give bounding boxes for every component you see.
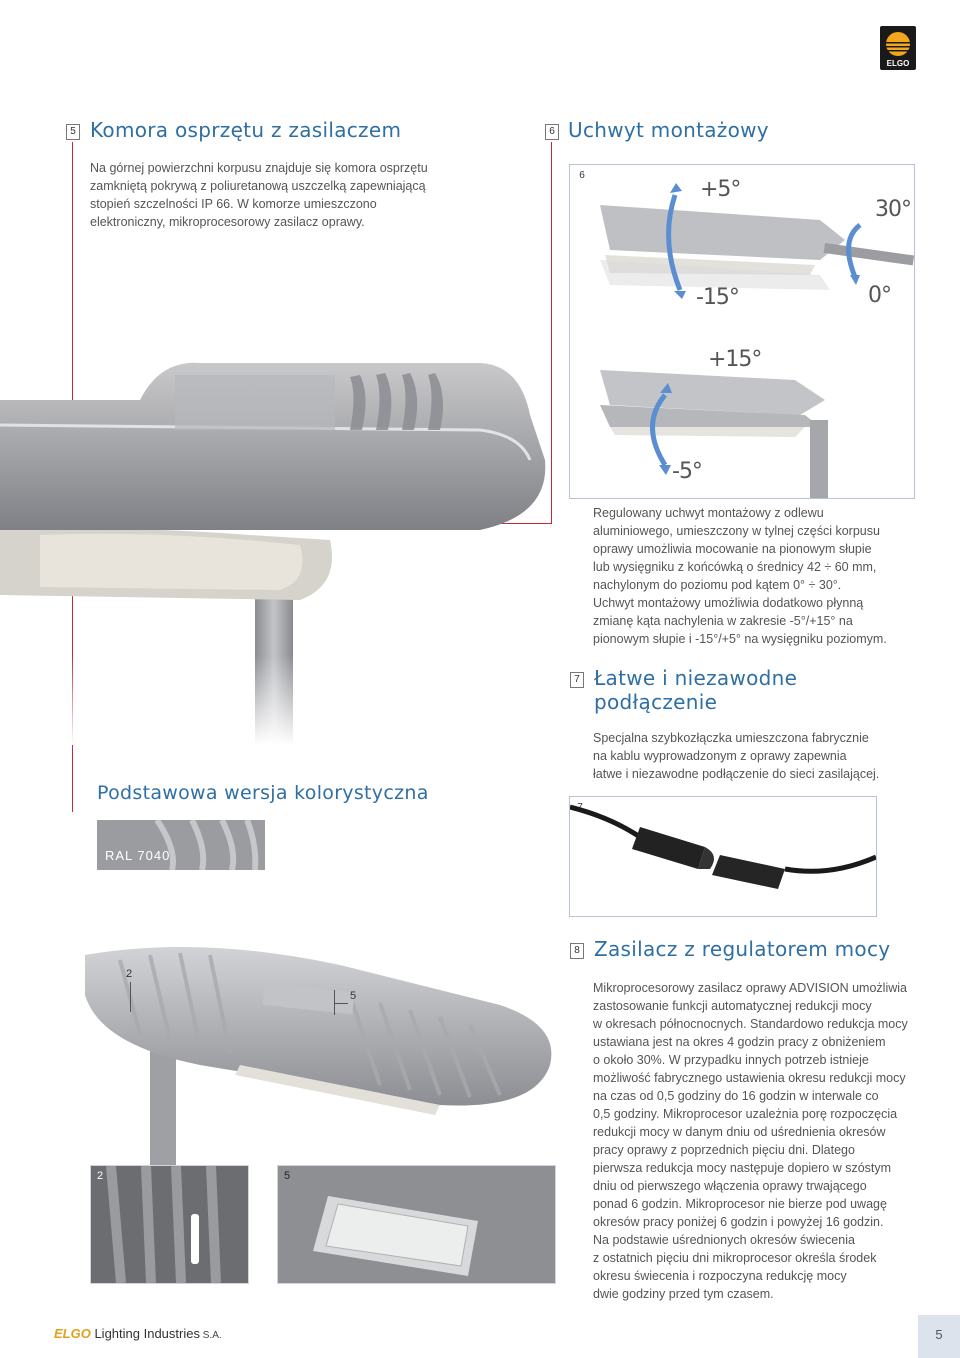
detail-label-5: 5 (284, 1170, 291, 1182)
section5-title: Komora osprzętu z zasilaczem (90, 118, 402, 142)
angle-plus15: +15° (708, 347, 762, 372)
connector-cable-image (570, 797, 876, 916)
footer-brand: ELGO (54, 1326, 91, 1341)
section6-line: oprawy umożliwia mocowanie na pionowym słupie (593, 542, 872, 556)
section6-line: aluminiowego, umieszczony w tylnej części korpusu (593, 524, 880, 538)
section8-line: w okresach północnocnych. Standardowo redukcja mocy (593, 1017, 908, 1031)
angle-0: 0° (868, 283, 891, 308)
section5-number: 5 (66, 124, 80, 140)
section5-line: Na górnej powierzchni korpusu znajduje się komora osprzętu (90, 161, 428, 175)
page-number: 5 (935, 1327, 943, 1342)
section8-line: redukcji mocy w danym dniu od uśrednienia okresów (593, 1125, 886, 1139)
logo-text: ELGO (886, 59, 910, 68)
section5-line: stopień szczelności IP 66. W komorze umieszczono (90, 197, 377, 211)
section8-line: na czas od 0,5 godziny do 16 godzin w interwale co (593, 1089, 879, 1103)
section7-line: łatwe i niezawodne podłączenie do sieci zasilającej. (593, 767, 880, 781)
angle-minus5: -5° (672, 459, 702, 484)
section6-line: Regulowany uchwyt montażowy z odlewu (593, 506, 824, 520)
footer-company (54, 1326, 222, 1341)
section5-line: zamkniętą pokrywą z poliuretanową uszczelką zapewniającą (90, 179, 426, 193)
section6-number: 6 (545, 124, 559, 140)
section8-line: okresów pracy poniżej 6 godzin i powyżej 16 godzin. (593, 1215, 884, 1229)
ral-swatch (97, 820, 265, 870)
section8-line: dniu od pierwszego włączenia oprawy trwającego (593, 1179, 867, 1193)
lamp-callout-2 (130, 982, 131, 1012)
bracket-diagram (570, 165, 914, 498)
section6-line: pionowym słupie i -15°/+5° na wysięgniku poziomym. (593, 632, 887, 646)
section8-title: Zasilacz z regulatorem mocy (594, 937, 891, 961)
lamp-cross-section-photo (0, 355, 560, 745)
section8-line: okresu świecenia i rozpoczyna redukcję mocy (593, 1269, 847, 1283)
angle-plus5: +5° (700, 177, 741, 202)
ral-label: RAL 7040 (105, 848, 171, 863)
section8-line: pierwsza redukcja mocy następuje dopiero w szóstym (593, 1161, 892, 1175)
angle-30: 30° (875, 197, 911, 222)
lamp-label-5: 5 (350, 990, 357, 1002)
page-number-box (918, 1315, 960, 1358)
section5-line: elektroniczny, mikroprocesorowy zasilacz oprawy. (90, 215, 365, 229)
angle-minus15: -15° (696, 285, 739, 310)
color-version-title: Podstawowa wersja kolorystyczna (97, 782, 429, 804)
section6-title: Uchwyt montażowy (568, 118, 769, 142)
section8-line: zastosowanie funkcji automatycznej redukcji mocy (593, 999, 872, 1013)
section7-line: na kablu wyprowadzonym z oprawy zapewnia (593, 749, 847, 763)
section8-number: 8 (570, 943, 584, 959)
section7-title-line1: Łatwe i niezawodne (594, 666, 798, 690)
detail-label-2: 2 (97, 1170, 104, 1182)
detail-driver-photo (277, 1165, 556, 1284)
detail-heatsink-photo (90, 1165, 249, 1284)
quick-connector-photo (569, 796, 877, 917)
photo6-number: 6 (576, 169, 588, 183)
lamp-label-2: 2 (126, 968, 133, 980)
section7-line: Specjalna szybkozłączka umieszczona fabrycznie (593, 731, 869, 745)
section8-line: Na podstawie uśrednionych okresów świecenia (593, 1233, 855, 1247)
section6-line: Uchwyt montażowy umożliwia dodatkowo płynną (593, 596, 864, 610)
mounting-bracket-photo (569, 164, 915, 499)
section7-number: 7 (570, 672, 584, 688)
driver-detail-image (278, 1166, 555, 1283)
section8-line: ustawiana jest na okres 4 godzin pracy z obniżeniem (593, 1035, 886, 1049)
section8-line: Mikroprocesorowy zasilacz oprawy ADVISION umożliwia (593, 981, 907, 995)
footer-suffix: S.A. (199, 1330, 222, 1341)
lamp-top-view-photo (80, 935, 560, 1170)
photo7-number: 7 (574, 801, 586, 815)
elgo-logo (880, 26, 916, 70)
logo-sun-icon (880, 28, 916, 60)
section6-line: nachylonym do poziomu pod kątem 0° ÷ 30°. (593, 578, 842, 592)
section8-line: o około 30%. W przypadku innych potrzeb istnieje (593, 1053, 869, 1067)
section8-line: dwie godziny przed tym czasem. (593, 1287, 774, 1301)
section8-line: pracy oprawy z poprzednich pięciu dni. Dlatego (593, 1143, 855, 1157)
section6-line: zmianę kąta nachylenia w zakresie -5°/+15° na (593, 614, 853, 628)
section8-line: możliwość fabrycznego ustawienia okresu redukcji mocy (593, 1071, 906, 1085)
footer-company-name: Lighting Industries (90, 1326, 200, 1341)
lamp-callout-5-h (334, 1003, 348, 1004)
section7-title-line2: podłączenie (594, 690, 718, 714)
section6-line: lub wysięgniku z końcówką o średnicy 42 ÷ 60 mm, (593, 560, 877, 574)
section8-line: ponad 6 godzin. Mikroprocesor nie bierze pod uwagę (593, 1197, 887, 1211)
heatsink-detail-image (91, 1166, 248, 1283)
section8-line: z ostatnich pięciu dni mikroprocesor określa środek (593, 1251, 877, 1265)
section8-line: 0,5 godziny. Mikroprocesor uzależnia porę rozpoczęcia (593, 1107, 898, 1121)
